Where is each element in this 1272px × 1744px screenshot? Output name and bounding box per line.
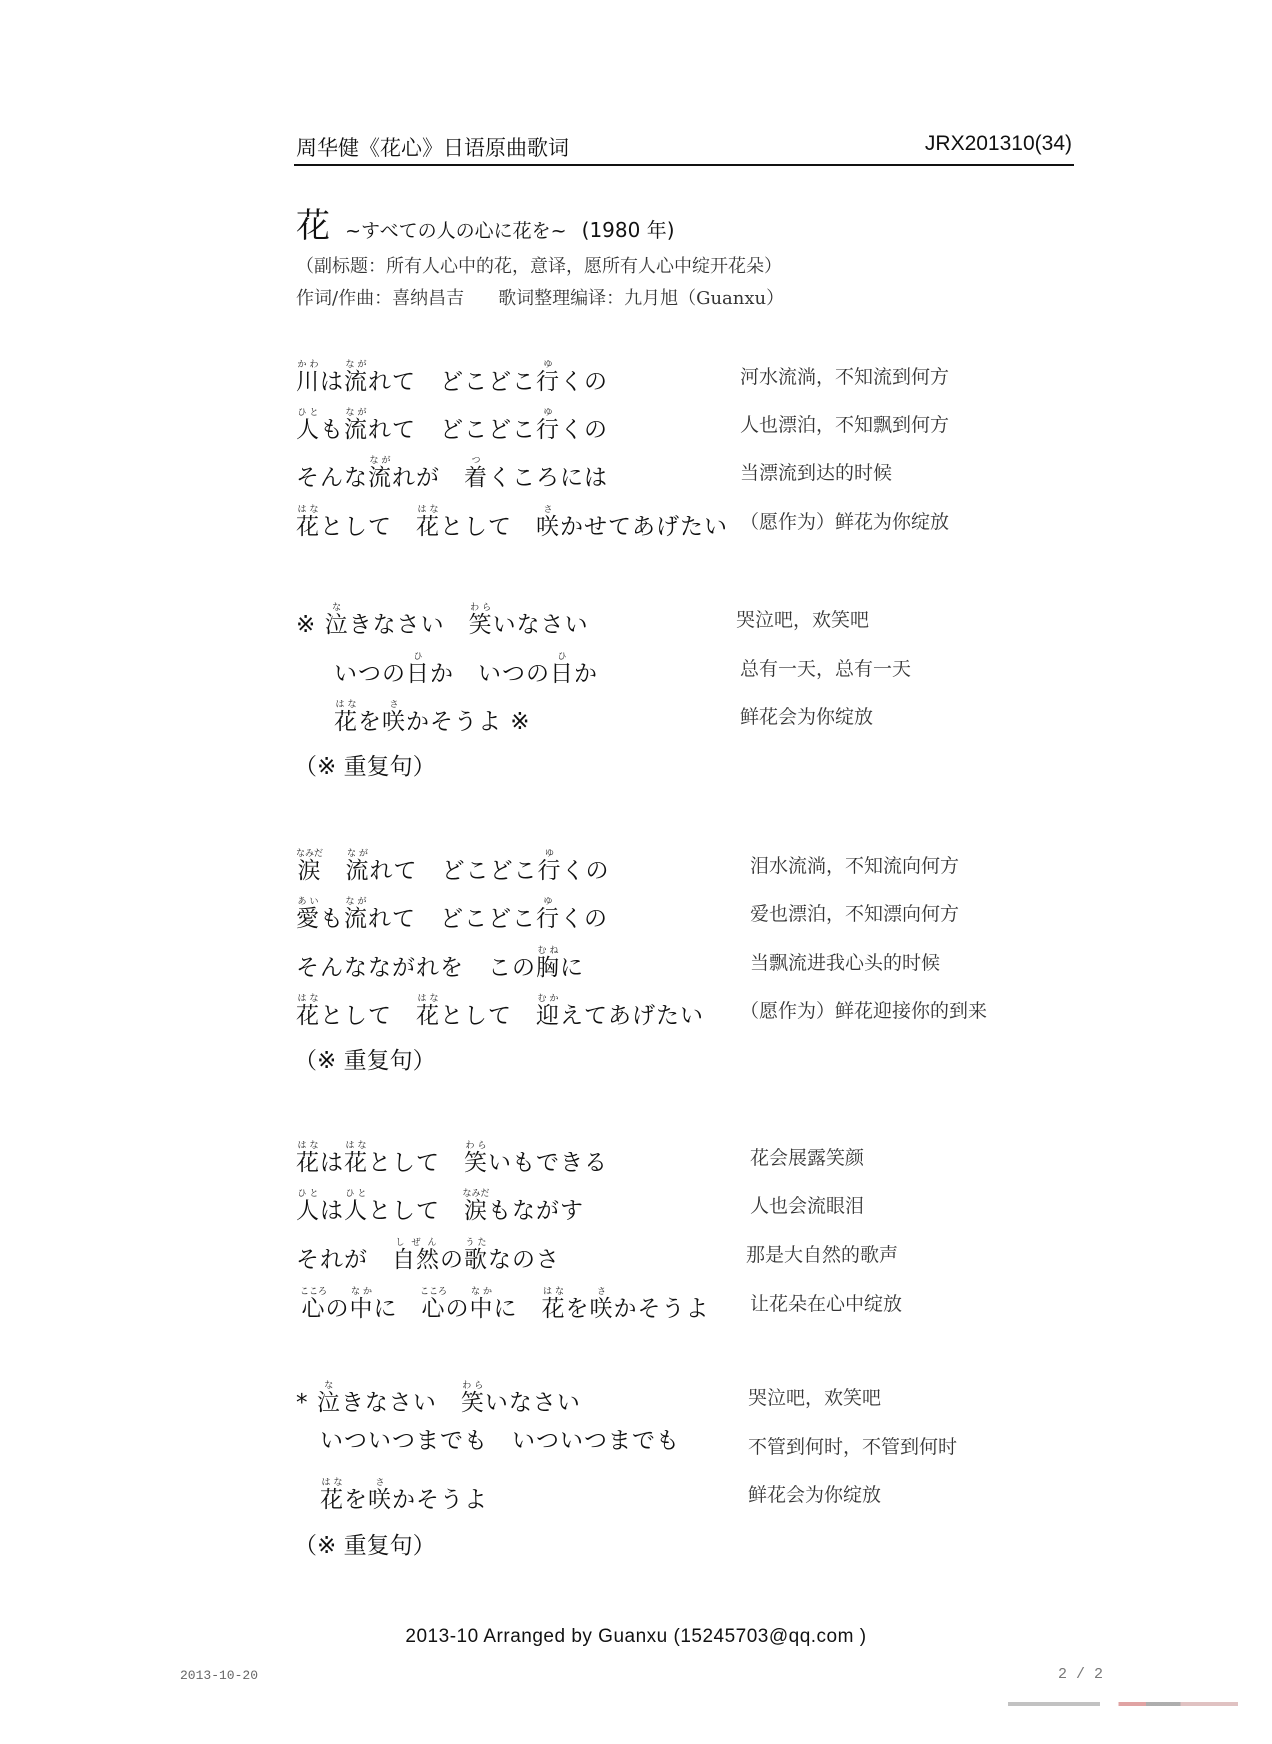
translation-line: 鲜花会为你绽放 <box>748 1484 882 1506</box>
lyric-line <box>334 700 531 734</box>
kanji-with-furigana: 泣な <box>316 1381 341 1416</box>
lyric-text: かそうよ ※ <box>406 709 531 735</box>
lyric-line <box>296 946 584 980</box>
page-number: 2 / 2 <box>1058 1666 1104 1683</box>
furigana: なが <box>368 456 392 466</box>
translation-line: 河水流淌，不知流到何方 <box>740 366 950 388</box>
kanji-with-furigana: 人ひと <box>296 408 320 443</box>
kanji-with-furigana: 日ひ <box>406 652 430 687</box>
lyric-text: れが <box>392 465 464 491</box>
kanji-with-furigana: 行ゆ <box>536 897 560 932</box>
lyric-text: えてあげたい <box>560 1003 704 1029</box>
song-subtitle: （副标题：所有人心中的花，意译，愿所有人心中绽开花朵） <box>296 256 782 277</box>
translation-line: 当飘流进我心头的时候 <box>750 952 941 974</box>
furigana: はな <box>541 1287 566 1297</box>
furigana: こころ <box>300 1287 328 1297</box>
lyric-text: それが <box>296 1247 392 1273</box>
lyric-text <box>322 858 346 884</box>
kanji-with-furigana: 涙なみだ <box>296 849 324 884</box>
furigana: しぜん <box>392 1238 440 1248</box>
kanji-with-furigana: 流なが <box>344 408 368 443</box>
kanji-with-furigana: 川かわ <box>296 360 320 395</box>
lyric-text: きなさい <box>348 612 469 638</box>
lyric-line <box>300 1287 710 1321</box>
lyric-text: いなさい <box>492 612 589 638</box>
furigana: なか <box>349 1287 374 1297</box>
furigana: むか <box>536 994 560 1004</box>
lyric-text: か <box>574 661 598 687</box>
lyric-line <box>296 897 608 931</box>
furigana: ひ <box>406 652 430 662</box>
lyric-line <box>334 652 598 686</box>
lyric-text: として <box>440 1003 536 1029</box>
kanji-with-furigana: 花はな <box>296 994 320 1029</box>
lyric-text: そんなながれを この <box>296 955 536 981</box>
lyric-text: として <box>320 1003 416 1029</box>
kanji-with-furigana: 着つ <box>464 456 488 491</box>
lyric-text: そんな <box>296 465 368 491</box>
song-title-main: 花 <box>296 206 330 246</box>
furigana: こころ <box>420 1287 448 1297</box>
kanji-with-furigana: 行ゆ <box>536 408 560 443</box>
lyric-text: の <box>440 1247 464 1273</box>
furigana: あい <box>296 897 320 907</box>
lyric-text: も <box>320 417 344 443</box>
furigana: なか <box>469 1287 494 1297</box>
translation-line: （愿作为）鲜花迎接你的到来 <box>740 1000 988 1022</box>
translation-line: 不管到何时，不管到何时 <box>748 1436 958 1458</box>
translation-line: 爱也漂泊，不知漂向何方 <box>750 903 960 925</box>
lyric-text: も <box>320 906 344 932</box>
lyric-line <box>296 360 608 394</box>
author-credit: 作词/作曲：喜纳昌吉 <box>296 288 465 309</box>
furigana: はな <box>320 1478 344 1488</box>
translation-line: 哭泣吧，欢笑吧 <box>748 1387 882 1409</box>
lyric-line <box>296 1381 581 1415</box>
repeat-marker: （※ 重复句） <box>294 754 436 780</box>
furigana: なみだ <box>462 1189 490 1199</box>
lyric-line <box>296 456 608 490</box>
lyric-text: かせてあげたい <box>560 514 728 540</box>
lyric-text: か いつの <box>430 661 550 687</box>
kanji-with-furigana: 迎むか <box>536 994 560 1029</box>
furigana: はな <box>416 994 440 1004</box>
song-title-sub: ~すべての人の心に花を~ <box>345 220 567 242</box>
translation-line: 让花朵在心中绽放 <box>750 1293 903 1315</box>
lyric-text: くころには <box>488 465 608 491</box>
kanji-with-furigana: 流なが <box>368 456 392 491</box>
lyric-text: くの <box>560 369 608 395</box>
furigana: なが <box>345 849 370 859</box>
kanji-with-furigana: 花はな <box>416 994 440 1029</box>
furigana: わら <box>468 603 493 613</box>
document-header <box>294 128 1074 166</box>
furigana: なみだ <box>296 849 324 859</box>
kanji-with-furigana: 人ひと <box>344 1189 368 1224</box>
kanji-with-furigana: 咲さ <box>589 1287 614 1322</box>
translation-line: 那是大自然的歌声 <box>746 1244 899 1266</box>
lyric-text: くの <box>560 417 608 443</box>
lyric-text: は <box>320 1150 344 1176</box>
lyric-text: かそうよ <box>613 1296 710 1322</box>
kanji-with-furigana: 花はな <box>416 505 440 540</box>
document-code: JRX201310(34) <box>924 132 1072 155</box>
lyric-text: れて どこどこ <box>368 906 536 932</box>
lyric-text: に <box>493 1296 542 1322</box>
lyric-text: いなさい <box>484 1390 581 1416</box>
kanji-with-furigana: 愛あい <box>296 897 320 932</box>
document-header-title: 周华健《花心》日语原曲歌词 <box>296 136 569 160</box>
kanji-with-furigana: 行ゆ <box>536 360 560 395</box>
kanji-with-furigana: 自然しぜん <box>392 1238 440 1273</box>
lyric-text: を <box>565 1296 590 1322</box>
kanji-with-furigana: 咲さ <box>368 1478 392 1513</box>
kanji-with-furigana: 心こころ <box>420 1287 448 1322</box>
lyric-line <box>296 1238 560 1272</box>
furigana: はな <box>416 505 440 515</box>
translation-line: 哭泣吧，欢笑吧 <box>736 609 870 631</box>
song-credits <box>296 284 784 310</box>
kanji-with-furigana: 行ゆ <box>537 849 562 884</box>
furigana: ゆ <box>536 408 560 418</box>
kanji-with-furigana: 心こころ <box>300 1287 328 1322</box>
furigana: はな <box>344 1141 368 1151</box>
furigana: さ <box>368 1478 392 1488</box>
lyric-line <box>296 1141 608 1175</box>
arranger-credit: 2013-10 Arranged by Guanxu (15245703@qq.com ) <box>405 1626 867 1647</box>
furigana: ゆ <box>537 849 562 859</box>
translation-line: 花会展露笑颜 <box>750 1147 865 1169</box>
lyric-text: かそうよ <box>392 1487 488 1513</box>
watermark-strip <box>1008 1702 1238 1706</box>
kanji-with-furigana: 中なか <box>349 1287 374 1322</box>
furigana: わら <box>464 1141 488 1151</box>
lyric-text: を <box>358 709 382 735</box>
lyric-text: として <box>368 1198 464 1224</box>
furigana: さ <box>589 1287 614 1297</box>
repeat-marker: （※ 重复句） <box>294 1048 436 1074</box>
furigana: なが <box>344 360 368 370</box>
furigana: ひと <box>344 1189 368 1199</box>
furigana: さ <box>382 700 406 710</box>
repeat-marker: （※ 重复句） <box>294 1533 436 1559</box>
furigana: ひと <box>296 408 320 418</box>
song-year: (1980 年) <box>581 218 675 242</box>
furigana: さ <box>536 505 560 515</box>
kanji-with-furigana: 流なが <box>344 897 368 932</box>
furigana: うた <box>464 1238 488 1248</box>
furigana: はな <box>334 700 358 710</box>
lyric-line <box>296 408 608 442</box>
kanji-with-furigana: 流なが <box>344 360 368 395</box>
furigana: つ <box>464 456 488 466</box>
translation-line: 总有一天，总有一天 <box>740 658 912 680</box>
kanji-with-furigana: 笑わら <box>464 1141 488 1176</box>
kanji-with-furigana: 花はな <box>296 505 320 540</box>
lyric-text: に <box>373 1296 422 1322</box>
lyric-line <box>296 1189 584 1223</box>
lyric-text: くの <box>560 906 608 932</box>
lyric-line <box>296 505 728 539</box>
lyric-line <box>320 1478 488 1512</box>
kanji-with-furigana: 花はな <box>344 1141 368 1176</box>
lyric-text: として <box>320 514 416 540</box>
kanji-with-furigana: 咲さ <box>536 505 560 540</box>
kanji-with-furigana: 胸むね <box>536 946 560 981</box>
kanji-with-furigana: 歌うた <box>464 1238 488 1273</box>
furigana: はな <box>296 505 320 515</box>
kanji-with-furigana: 日ひ <box>550 652 574 687</box>
lyric-text: くの <box>561 858 610 884</box>
kanji-with-furigana: 花はな <box>541 1287 566 1322</box>
kanji-with-furigana: 笑わら <box>468 603 493 638</box>
kanji-with-furigana: 涙なみだ <box>462 1189 490 1224</box>
kanji-with-furigana: 泣な <box>324 603 349 638</box>
lyric-text: いもできる <box>488 1150 608 1176</box>
furigana: な <box>316 1381 341 1391</box>
furigana: はな <box>296 1141 320 1151</box>
translation-line: 鲜花会为你绽放 <box>740 706 874 728</box>
lyric-line <box>296 994 704 1028</box>
kanji-with-furigana: 中なか <box>469 1287 494 1322</box>
lyric-text: を <box>344 1487 368 1513</box>
kanji-with-furigana: 流なが <box>345 849 370 884</box>
kanji-with-furigana: 花はな <box>334 700 358 735</box>
lyric-text: れて どこどこ <box>368 417 536 443</box>
translation-line: （愿作为）鲜花为你绽放 <box>740 511 950 533</box>
translation-line: 泪水流淌，不知流向何方 <box>750 855 960 877</box>
furigana: ひと <box>296 1189 320 1199</box>
kanji-with-furigana: 人ひと <box>296 1189 320 1224</box>
furigana: ゆ <box>536 897 560 907</box>
lyric-text: いついつまでも いついつまでも <box>320 1428 680 1454</box>
furigana: なが <box>344 897 368 907</box>
lyric-text: れて どこどこ <box>368 369 536 395</box>
lyric-line <box>320 1430 680 1453</box>
lyric-text: いつの <box>334 661 406 687</box>
lyric-line <box>296 603 589 637</box>
translation-line: 人也漂泊，不知飘到何方 <box>740 414 950 436</box>
furigana: な <box>324 603 349 613</box>
lyric-text: きなさい <box>340 1390 461 1416</box>
lyric-text: もながす <box>488 1198 584 1224</box>
lyric-text: の <box>445 1296 470 1322</box>
print-date: 2013-10-20 <box>180 1668 259 1683</box>
lyric-text: として <box>440 514 536 540</box>
furigana: なが <box>344 408 368 418</box>
lyric-line <box>296 849 610 883</box>
lyric-text: ※ <box>296 612 325 638</box>
furigana: はな <box>296 994 320 1004</box>
lyric-text: は <box>320 369 344 395</box>
lyric-text: の <box>325 1296 350 1322</box>
lyric-text: に <box>560 955 584 981</box>
furigana: かわ <box>296 360 320 370</box>
furigana: わら <box>460 1381 485 1391</box>
translator-credit: 歌词整理编译：九月旭（Guanxu） <box>498 288 785 309</box>
kanji-with-furigana: 咲さ <box>382 700 406 735</box>
lyric-text: れて どこどこ <box>369 858 538 884</box>
furigana: むね <box>536 946 560 956</box>
lyric-text: * <box>296 1390 317 1416</box>
furigana: ひ <box>550 652 574 662</box>
furigana: ゆ <box>536 360 560 370</box>
lyric-text: なのさ <box>488 1247 560 1273</box>
lyric-text: として <box>368 1150 464 1176</box>
translation-line: 人也会流眼泪 <box>750 1195 865 1217</box>
kanji-with-furigana: 花はな <box>320 1478 344 1513</box>
kanji-with-furigana: 花はな <box>296 1141 320 1176</box>
lyric-text: は <box>320 1198 344 1224</box>
translation-line: 当漂流到达的时候 <box>740 462 893 484</box>
song-title <box>296 198 675 247</box>
kanji-with-furigana: 笑わら <box>460 1381 485 1416</box>
